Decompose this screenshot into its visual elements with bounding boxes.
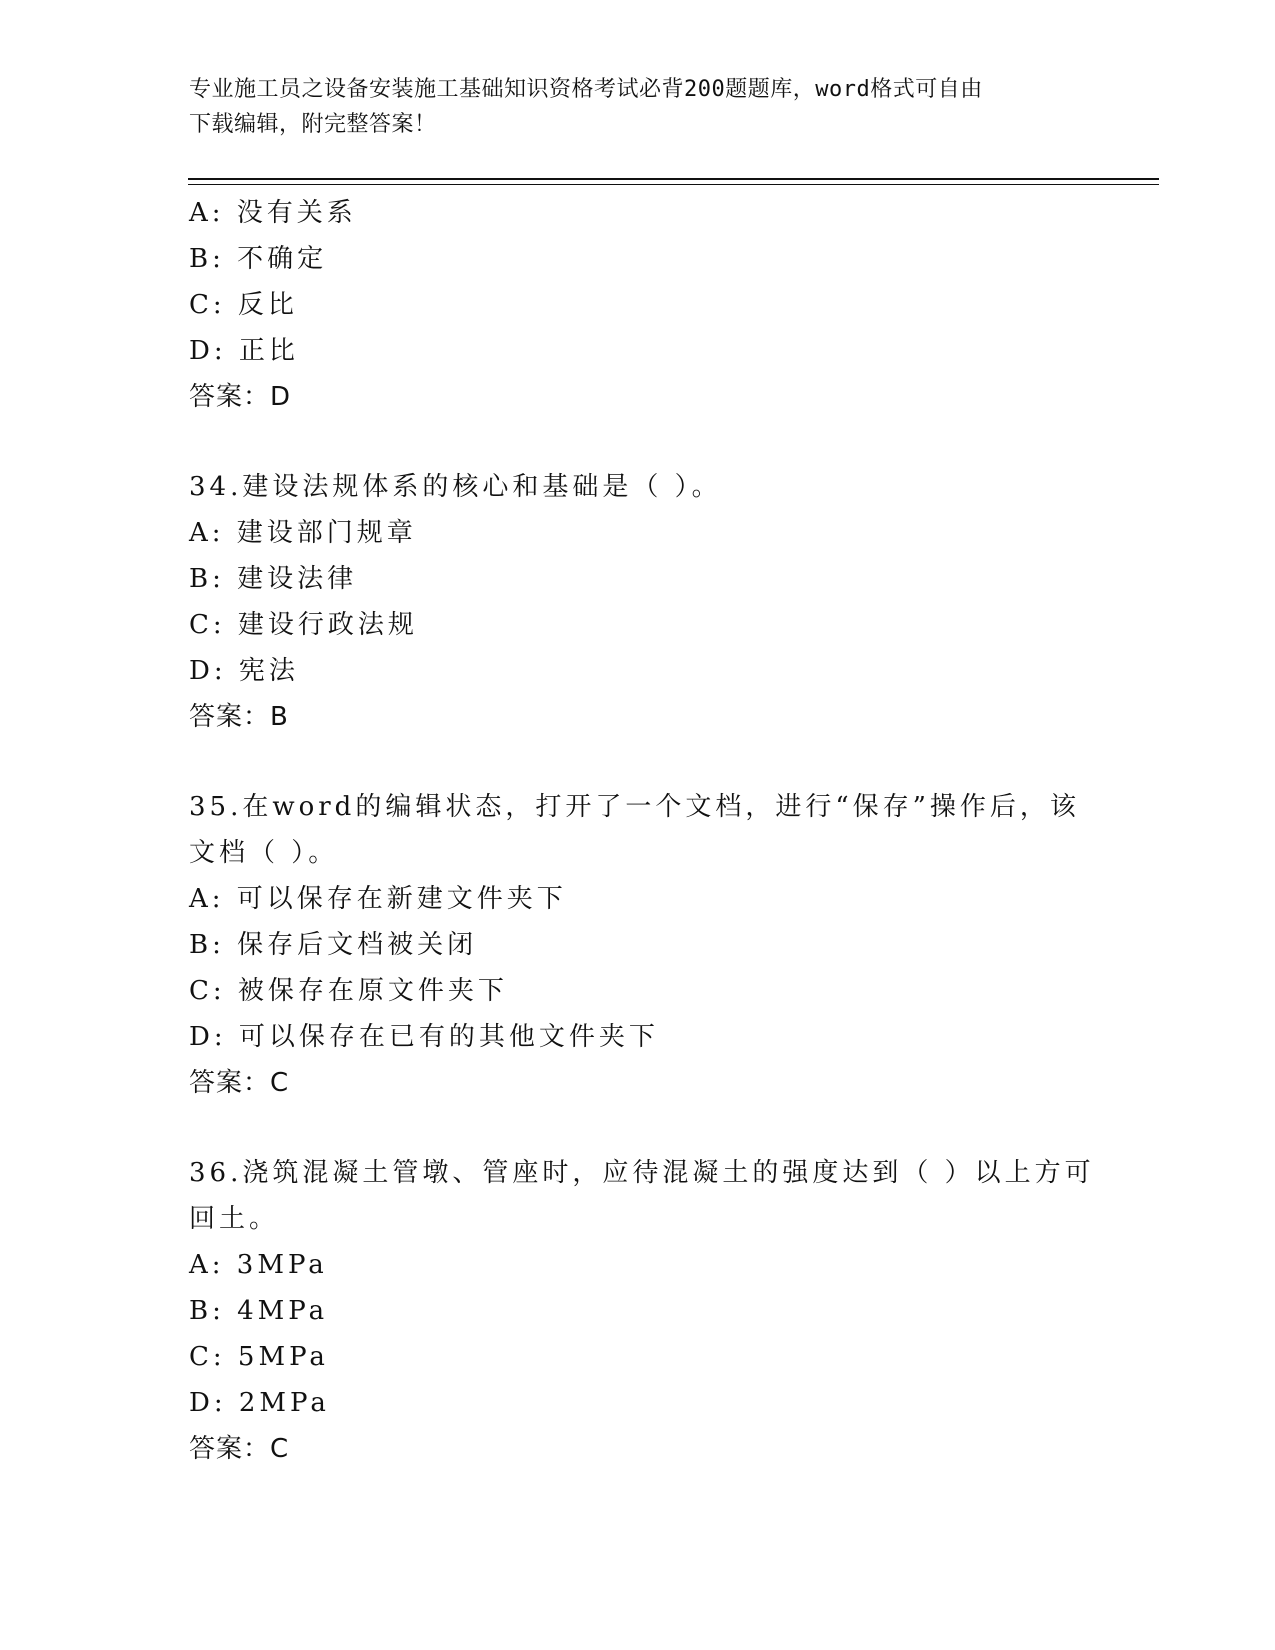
question-36: [189, 1150, 1095, 1472]
header-title-line-2: 下载编辑，附完整答案！: [189, 112, 437, 137]
question-33-continued: [189, 190, 1089, 420]
option-b: B: 4MPa: [189, 1296, 329, 1326]
question-35: [189, 784, 1089, 1106]
question-list: [189, 190, 1095, 1516]
option-b: B: 不确定: [189, 244, 328, 274]
question-stem: 34.建设法规体系的核心和基础是（ ）。: [189, 472, 722, 502]
option-d: D: 2MPa: [189, 1388, 330, 1418]
question-stem-line-1: 35.在word的编辑状态，打开了一个文档，进行“保存”操作后，该: [189, 792, 1080, 822]
option-c: C: 被保存在原文件夹下: [189, 976, 508, 1006]
question-stem-line-2: 文档（ ）。: [189, 838, 339, 868]
answer-label: 答案：B: [189, 702, 289, 732]
option-b: B: 保存后文档被关闭: [189, 930, 478, 960]
question-34: [189, 464, 1089, 740]
option-c: C: 反比: [189, 290, 298, 320]
answer-label: 答案：C: [189, 1068, 290, 1098]
option-c: C: 5MPa: [189, 1342, 329, 1372]
option-d: D: 宪法: [189, 656, 299, 686]
option-c: C: 建设行政法规: [189, 610, 418, 640]
option-b: B: 建设法律: [189, 564, 358, 594]
option-d: D: 可以保存在已有的其他文件夹下: [189, 1022, 659, 1052]
answer-label: 答案：D: [189, 382, 292, 412]
option-d: D: 正比: [189, 336, 299, 366]
answer-label: 答案：C: [189, 1434, 290, 1464]
header-divider-thick: [188, 178, 1159, 180]
option-a: A: 建设部门规章: [189, 518, 417, 548]
document-header: [189, 72, 1079, 142]
option-a: A: 可以保存在新建文件夹下: [189, 884, 567, 914]
question-stem-line-1: 36.浇筑混凝土管墩、管座时，应待混凝土的强度达到（ ）以上方可: [189, 1158, 1095, 1188]
option-a: A: 3MPa: [189, 1250, 328, 1280]
option-a: A: 没有关系: [189, 198, 357, 228]
question-stem-line-2: 回土。: [189, 1204, 280, 1234]
header-title-line-1: 专业施工员之设备安装施工基础知识资格考试必背200题题库，word格式可自由: [189, 77, 983, 102]
header-divider-thin: [188, 184, 1159, 185]
